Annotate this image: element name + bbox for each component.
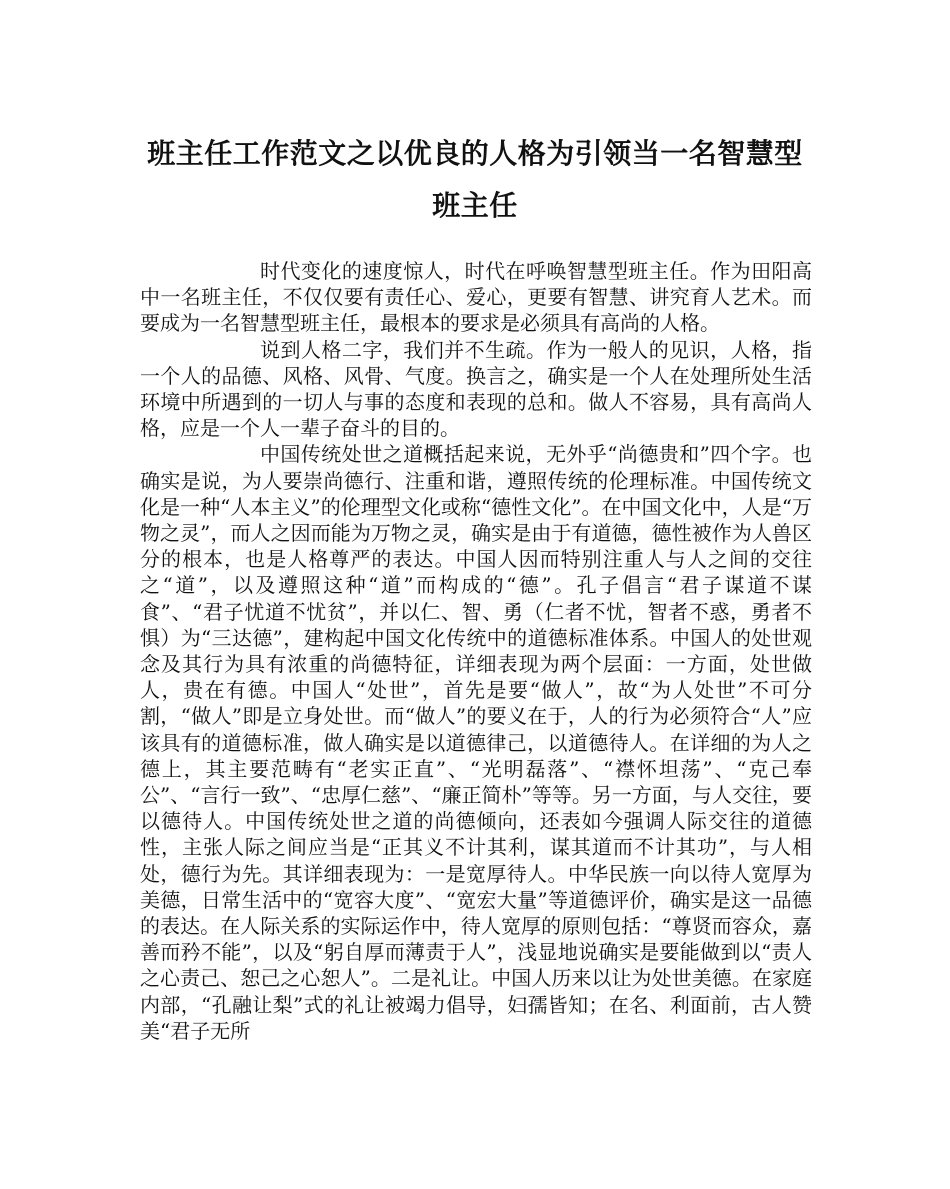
document-body xyxy=(140,258,812,1044)
document-title: 班主任工作范文之以优良的人格为引领当一名智慧型班主任 xyxy=(147,137,803,222)
paragraph-2: 说到人格二字，我们并不生疏。作为一般人的见识，人格，指一个人的品德、风格、风骨、气度。换言之，确实是一个人在处理所处生活环境中所遇到的一切人与事的态度和表现的总和。做人不容易，具有高尚人格，应是一个人一辈子奋斗的目的。 xyxy=(140,337,812,441)
paragraph-3: 中国传统处世之道概括起来说，无外乎“尚德贵和”四个字。也确实是说，为人要崇尚德行、注重和谐，遵照传统的伦理标准。中国传统文化是一种“人本主义”的伦理型文化或称“德性文化”。在中国文化中，人是“万物之灵”，而人之因而能为万物之灵，确实是由于有道德，德性被作为人兽区分的根本，也是人格尊严的表达。中国人因而特别注重人与人之间的交往之“道”，以及遵照这种“道”而构成的“德”。孔子倡言“君子谋道不谋食”、“君子忧道不忧贫”，并以仁、智、勇（仁者不忧，智者不惑，勇者不惧）为“三达德”，建构起中国文化传统中的道德标准体系。中国人的处世观念及其行为具有浓重的尚德特征，详细表现为两个层面：一方面，处世做人，贵在有德。中国人“处世”，首先是要“做人”，故“为人处世”不可分割，“做人”即是立身处世。而“做人”的要义在于，人的行为必须符合“人”应该具有的道德标准，做人确实是以道德律己，以道德待人。在详细的为人之德上，其主要范畴有“老实正直”、“光明磊落”、“襟怀坦荡”、“克己奉公”、“言行一致”、“忠厚仁慈”、“廉正简朴”等等。另一方面，与人交往，要以德待人。中国传统处世之道的尚德倾向，还表如今强调人际交往的道德性，主张人际之间应当是“正其义不计其利，谋其道而不计其功”，与人相处，德行为先。其详细表现为：一是宽厚待人。中华民族一向以待人宽厚为美德，日常生活中的“宽容大度”、“宽宏大量”等道德评价，确实是这一品德的表达。在人际关系的实际运作中，待人宽厚的原则包括：“尊贤而容众，嘉善而矜不能”，以及“躬自厚而薄责于人”，浅显地说确实是要能做到以“责人之心责己、恕己之心恕人”。二是礼让。中国人历来以让为处世美德。在家庭内部，“孔融让梨”式的礼让被竭力倡导，妇孺皆知；在名、利面前，古人赞美“君子无所 xyxy=(140,442,812,1043)
paragraph-1: 时代变化的速度惊人，时代在呼唤智慧型班主任。作为田阳高中一名班主任，不仅仅要有责任心、爱心，更要有智慧、讲究育人艺术。而要成为一名智慧型班主任，最根本的要求是必须具有高尚的人格。 xyxy=(140,259,812,336)
